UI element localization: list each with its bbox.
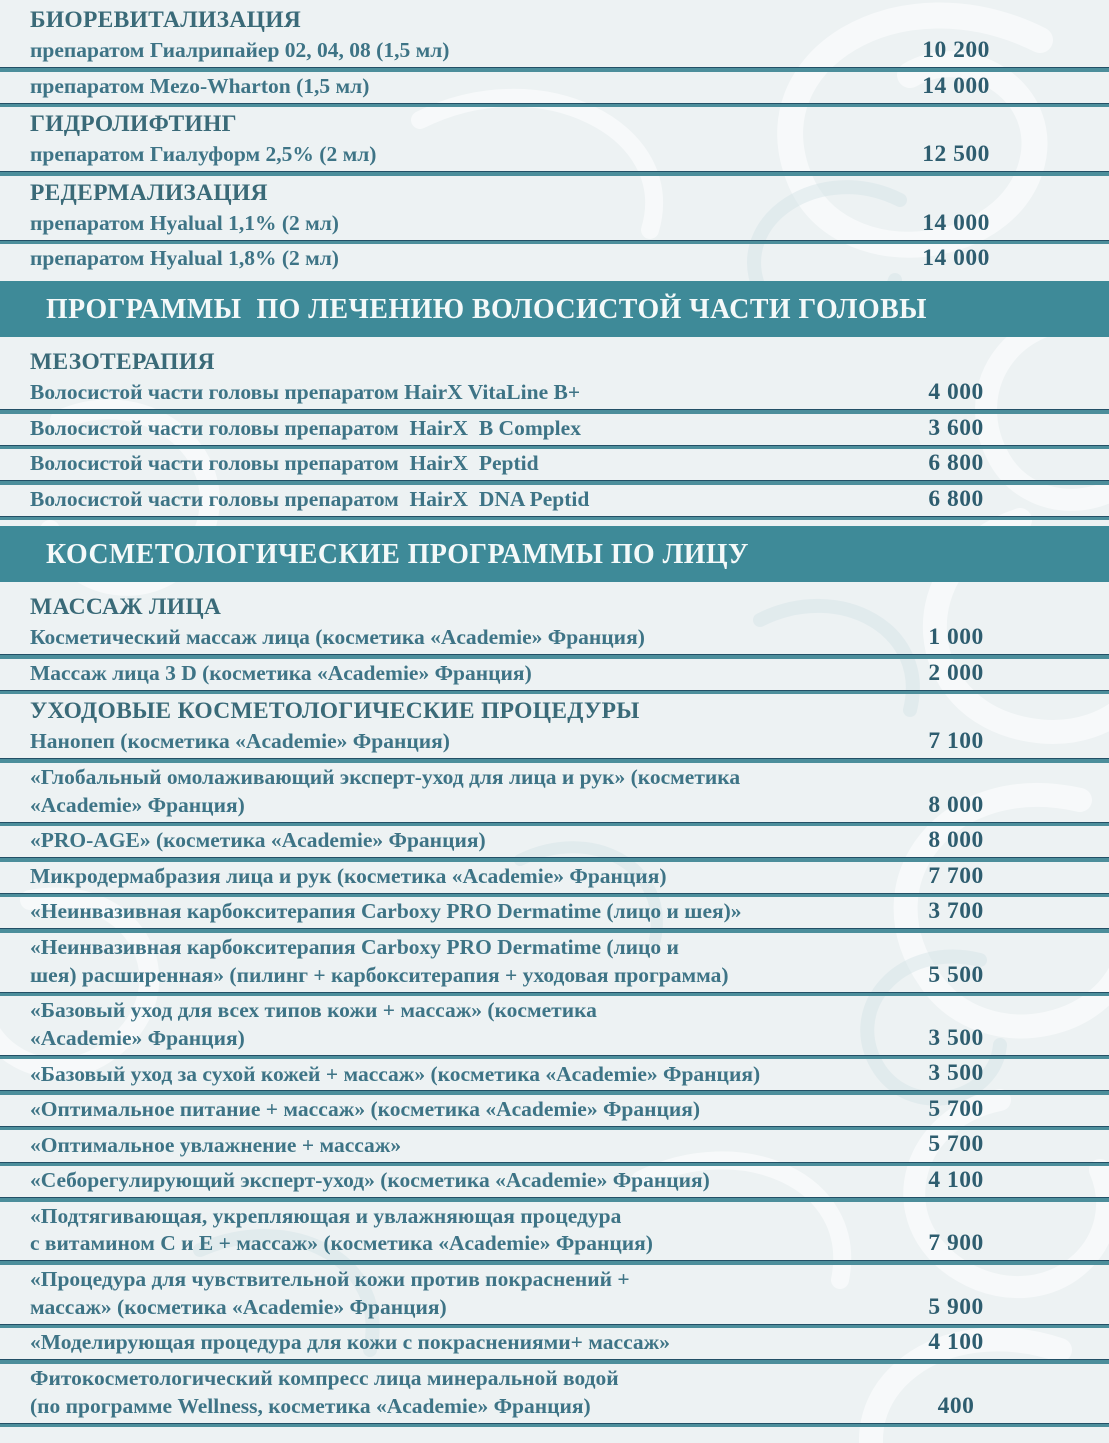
service-price: 7 700 — [928, 862, 984, 889]
service-description — [0, 210, 891, 238]
service-description — [0, 1203, 891, 1259]
price-row — [0, 1265, 1109, 1324]
service-line: Косметический массаж лица (косметика «Academie» Франция) — [30, 625, 645, 650]
service-description — [0, 934, 891, 990]
service-price: 6 800 — [928, 485, 984, 512]
service-line: препаратом Гиалрипайер 02, 04, 08 (1,5 мл) — [30, 38, 450, 63]
service-price: 4 100 — [928, 1167, 984, 1193]
price-row — [0, 449, 1109, 480]
service-line: Массаж лица 3 D (косметика «Academie» Франция) — [30, 660, 532, 685]
price-row — [0, 140, 1109, 171]
service-description — [0, 1365, 891, 1421]
price-row — [0, 209, 1109, 240]
band-title: ПРОГРАММЫ ПО ЛЕЧЕНИЮ ВОЛОСИСТОЙ ЧАСТИ ГОЛОВЫ — [46, 292, 927, 325]
service-line: «Моделирующая процедура для кожи с покраснениями+ массаж» — [30, 1330, 670, 1355]
service-price: 6 800 — [928, 450, 984, 477]
service-price: 7 900 — [928, 1230, 984, 1257]
service-line: препаратом Hyalual 1,8% (2 мл) — [30, 246, 339, 271]
price-row — [0, 933, 1109, 992]
price-row — [0, 1059, 1109, 1090]
service-description — [0, 898, 891, 926]
price-row — [0, 1095, 1109, 1126]
service-line: «Базовый уход за сухой кожей + массаж» (косметика «Academie» Франция) — [30, 1061, 761, 1086]
price-row — [0, 485, 1109, 516]
service-description — [0, 764, 891, 820]
price-row — [0, 826, 1109, 857]
section-subheader: БИОРЕВИТАЛИЗАЦИЯ — [30, 7, 302, 33]
service-line: «Academie» Франция) — [30, 1026, 245, 1051]
price-row — [0, 727, 1109, 758]
service-price: 3 500 — [928, 1024, 984, 1051]
service-description — [0, 1266, 891, 1322]
service-line: препаратом Hyalual 1,1% (2 мл) — [30, 210, 339, 235]
section-subheader: УХОДОВЫЕ КОСМЕТОЛОГИЧЕСКИЕ ПРОЦЕДУРЫ — [30, 698, 640, 725]
service-description — [0, 141, 891, 169]
price-row — [0, 378, 1109, 409]
service-line: «Глобальный омолаживающий эксперт-уход для лица и рук» (косметика — [30, 764, 741, 789]
service-price: 3 700 — [928, 898, 984, 925]
service-price: 400 — [937, 1392, 975, 1419]
service-description — [0, 1167, 891, 1195]
service-price: 1 000 — [928, 624, 984, 651]
service-line: Волосистой части головы препаратом HairX Peptid — [30, 451, 539, 476]
service-description — [0, 73, 891, 101]
service-price: 5 500 — [928, 961, 984, 988]
service-line: «Оптимальное питание + массаж» (косметика «Academie» Франция) — [30, 1097, 701, 1122]
service-line: «Неинвазивная карбокситерапия Carboxy PRO Dermatime (лицо и шея)» — [30, 899, 742, 924]
service-price: 4 000 — [928, 379, 984, 406]
service-line: Волосистой части головы препаратом HairX B Complex — [30, 415, 581, 440]
service-line: «PRO-AGE» (косметика «Academie» Франция) — [30, 828, 486, 853]
price-row — [0, 1328, 1109, 1359]
service-line: (по программе Wellness, косметика «Academie» Франция) — [30, 1393, 591, 1418]
service-price: 3 500 — [928, 1060, 984, 1087]
section-subheader: МЕЗОТЕРАПИЯ — [30, 349, 215, 376]
service-description — [0, 624, 891, 652]
service-description — [0, 728, 891, 756]
service-line: Волосистой части головы препаратом HairX VitaLine B+ — [30, 380, 581, 405]
service-line: «Себорегулирующий эксперт-уход» (косметика «Academie» Франция) — [30, 1168, 710, 1193]
service-line: массаж» (косметика «Academie» Франция) — [30, 1294, 447, 1319]
price-row — [0, 1202, 1109, 1261]
service-line: Волосистой части головы препаратом HairX DNA Peptid — [30, 486, 590, 511]
price-row — [0, 72, 1109, 103]
service-line: Нанопеп (косметика «Academie» Франция) — [30, 729, 450, 754]
service-price: 8 000 — [928, 827, 984, 854]
service-price: 7 100 — [928, 728, 984, 755]
section-subheader: РЕДЕРМАЛИЗАЦИЯ — [30, 179, 268, 206]
service-line: препаратом Mezo-Wharton (1,5 мл) — [30, 73, 370, 98]
price-row — [0, 1130, 1109, 1161]
row-divider — [0, 1423, 1109, 1428]
service-description — [0, 827, 891, 855]
price-row — [0, 659, 1109, 690]
service-description — [0, 1061, 891, 1089]
service-price: 14 000 — [922, 209, 990, 236]
price-row — [0, 414, 1109, 445]
section-band — [0, 526, 1109, 582]
price-row — [0, 623, 1109, 654]
service-line: шея) расширенная» (пилинг + карбокситерапия + уходовая программа) — [30, 962, 729, 987]
service-line: «Неинвазивная карбокситерапия Carboxy PRO Dermatime (лицо и — [30, 934, 679, 959]
service-price: 5 700 — [928, 1131, 984, 1158]
section-subheader: ГИДРОЛИФТИНГ — [30, 111, 237, 138]
price-row — [0, 862, 1109, 893]
service-description — [0, 37, 891, 65]
service-line: Фитокосметологический компресс лица минеральной водой — [30, 1365, 619, 1390]
service-line: «Подтягивающая, укрепляющая и увлажняющая процедура — [30, 1203, 622, 1228]
service-description — [0, 660, 891, 688]
service-description — [0, 379, 891, 407]
price-row — [0, 36, 1109, 67]
service-price: 5 900 — [928, 1293, 984, 1320]
service-price: 14 000 — [922, 72, 990, 99]
service-price: 14 000 — [922, 245, 990, 272]
service-line: Микродермабразия лица и рук (косметика «Academie» Франция) — [30, 863, 667, 888]
section-subheader: МАССАЖ ЛИЦА — [30, 594, 222, 621]
service-line: с витамином С и Е + массаж» (косметика «Academie» Франция) — [30, 1231, 653, 1256]
service-line: «Базовый уход для всех типов кожи + массаж» (косметика — [30, 998, 597, 1023]
service-description — [0, 863, 891, 891]
service-line: препаратом Гиалуформ 2,5% (2 мл) — [30, 142, 377, 167]
service-price: 10 200 — [922, 37, 990, 64]
service-description — [0, 245, 891, 273]
price-row — [0, 897, 1109, 928]
section-band — [0, 281, 1109, 337]
service-description — [0, 486, 891, 514]
service-line: «Процедура для чувствительной кожи против покраснений + — [30, 1266, 630, 1291]
price-row — [0, 763, 1109, 822]
service-description — [0, 1132, 891, 1160]
price-row — [0, 1364, 1109, 1423]
service-line: «Оптимальное увлажнение + массаж» — [30, 1132, 402, 1157]
price-row — [0, 996, 1109, 1055]
service-description — [0, 450, 891, 478]
service-price: 8 000 — [928, 791, 984, 818]
service-description — [0, 1096, 891, 1124]
service-description — [0, 997, 891, 1053]
service-price: 4 100 — [928, 1329, 984, 1356]
price-row — [0, 244, 1109, 275]
service-price: 3 600 — [928, 414, 984, 441]
service-price: 2 000 — [928, 659, 984, 686]
row-divider — [0, 516, 1109, 521]
service-description — [0, 1329, 891, 1357]
service-price: 12 500 — [922, 141, 990, 168]
service-line: «Academie» Франция) — [30, 792, 245, 817]
service-price: 5 700 — [928, 1095, 984, 1122]
service-description — [0, 415, 891, 443]
band-title: КОСМЕТОЛОГИЧЕСКИЕ ПРОГРАММЫ ПО ЛИЦУ — [46, 537, 749, 570]
price-row — [0, 1166, 1109, 1197]
